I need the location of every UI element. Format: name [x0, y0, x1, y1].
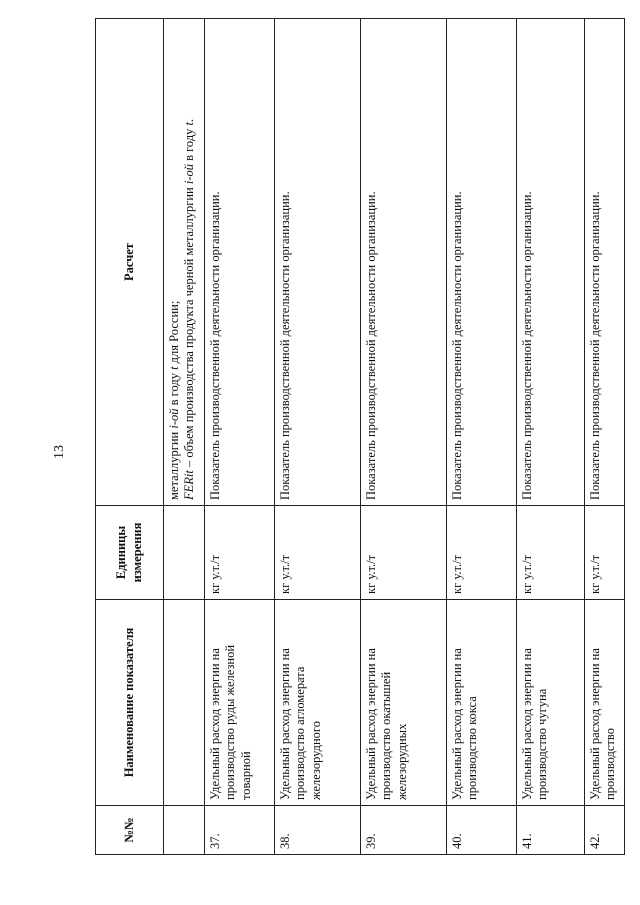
row-calculation: Показатель производственной деятельности организации.: [361, 19, 447, 506]
row-name: Удельный расход энергии на производство руды железной товарной: [205, 600, 275, 806]
table-row: [205, 19, 275, 855]
row-calculation: Показатель производственной деятельности организации.: [585, 19, 625, 506]
row-number: 38.: [275, 806, 361, 855]
continuation-row: [164, 19, 205, 855]
table-row: [275, 19, 361, 855]
row-unit: кг у.т./т: [361, 506, 447, 600]
header-unit: Единицы измерения: [96, 506, 164, 600]
table-row: [361, 19, 447, 855]
row-name: Удельный расход энергии на производство: [585, 600, 625, 806]
row-name: Удельный расход энергии на производство агломерата железорудного: [275, 600, 361, 806]
header-name: Наименование показателя: [96, 600, 164, 806]
row-number: 39.: [361, 806, 447, 855]
row-unit: кг у.т./т: [447, 506, 517, 600]
row-calculation: Показатель производственной деятельности организации.: [275, 19, 361, 506]
table-row: [585, 19, 625, 855]
table-row: [517, 19, 585, 855]
table-row: [447, 19, 517, 855]
header-calculation: Расчет: [96, 19, 164, 506]
row-unit: кг у.т./т: [585, 506, 625, 600]
row-number: 41.: [517, 806, 585, 855]
page-number: 13: [52, 445, 67, 459]
continuation-line-1: металлургии i-ой в году t для России;: [167, 300, 181, 500]
indicators-table: [95, 18, 625, 855]
row-unit: кг у.т./т: [205, 506, 275, 600]
row-number: 40.: [447, 806, 517, 855]
continuation-line-2: FERit – объем производства продукта черной металлургии i-ой в году t.: [182, 118, 197, 500]
row-name: Удельный расход энергии на производство чугуна: [517, 600, 585, 806]
row-name: Удельный расход энергии на производство кокса: [447, 600, 517, 806]
continuation-name-cell: [164, 600, 205, 806]
row-unit: кг у.т./т: [517, 506, 585, 600]
continuation-calc-cell: [164, 19, 205, 506]
continuation-unit-cell: [164, 506, 205, 600]
header-number: №№: [96, 806, 164, 855]
row-unit: кг у.т./т: [275, 506, 361, 600]
rotated-table-container: [95, 18, 618, 855]
row-number: 42.: [585, 806, 625, 855]
table-header-row: [96, 19, 164, 855]
continuation-num-cell: [164, 806, 205, 855]
row-name: Удельный расход энергии на производство окатышей железорудных: [361, 600, 447, 806]
row-calculation: Показатель производственной деятельности организации.: [205, 19, 275, 506]
row-calculation: Показатель производственной деятельности организации.: [517, 19, 585, 506]
row-number: 37.: [205, 806, 275, 855]
row-calculation: Показатель производственной деятельности организации.: [447, 19, 517, 506]
